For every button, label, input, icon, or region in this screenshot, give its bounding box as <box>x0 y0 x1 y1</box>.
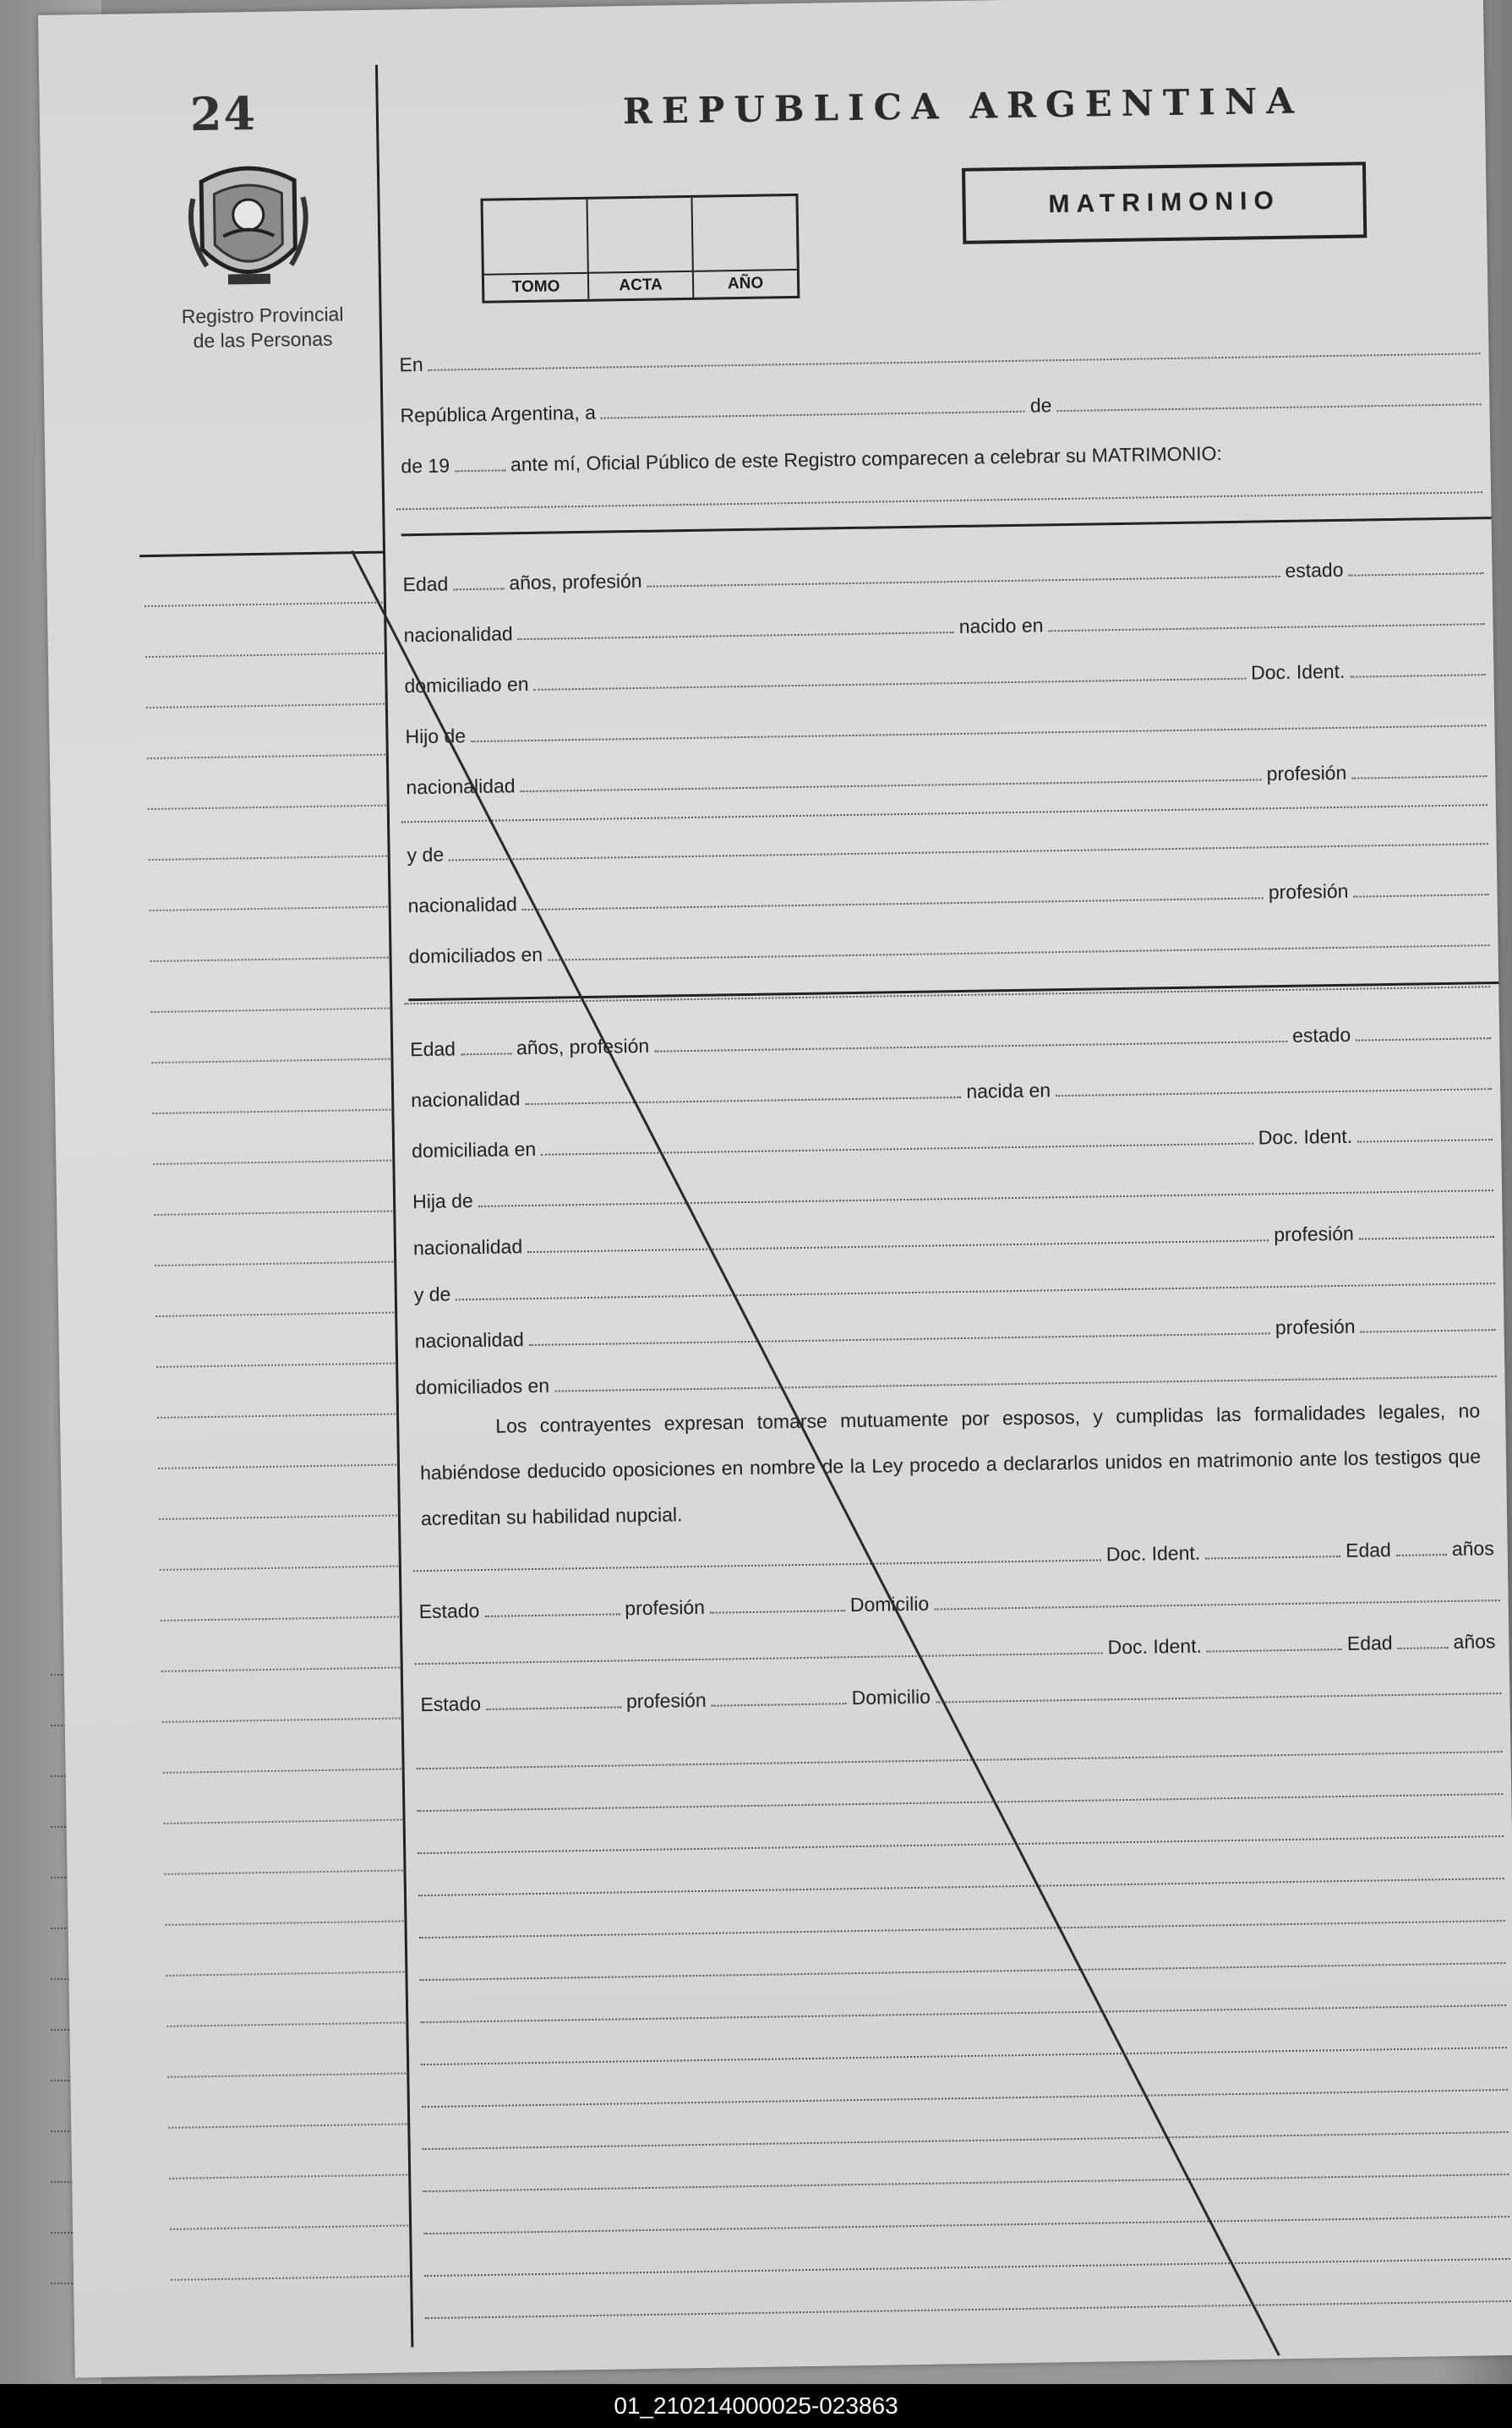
issuer-name <box>161 302 364 354</box>
section-rule-groom <box>401 517 1492 536</box>
bride-row-nacionalidad-madre <box>409 1307 1495 1353</box>
issuer-line-1: Registro Provincial <box>181 303 344 328</box>
acta-label: ACTA <box>589 271 692 299</box>
bride-row-nacionalidad <box>406 1066 1492 1112</box>
witness2-label-edad: Edad <box>1346 1632 1393 1654</box>
groom-label-edad: Edad <box>402 572 449 596</box>
bride-label-domiciliados: domiciliados en <box>415 1374 550 1399</box>
witness1-label-edad: Edad <box>1345 1539 1392 1561</box>
groom-row-nacionalidad <box>398 601 1484 647</box>
witness2-label-domicilio: Domicilio <box>851 1685 931 1709</box>
groom-label-nacionalidad: nacionalidad <box>403 622 513 647</box>
groom-label-nacionalidad-padre: nacionalidad <box>406 774 516 799</box>
folio-number: 24 <box>189 85 258 142</box>
label-republica: República Argentina, a <box>400 401 597 427</box>
label-de: de <box>1029 394 1052 417</box>
groom-label-nacido-en: nacido en <box>958 614 1044 637</box>
label-comparecen: ante mí, Oficial Público de este Registro comparecen a celebrar su MATRIMONIO: <box>510 442 1223 476</box>
issuer-line-2: de las Personas <box>193 327 333 353</box>
groom-row-domiciliado <box>399 652 1485 697</box>
bride-label-edad: Edad <box>410 1037 456 1061</box>
tomo-label: TOMO <box>484 272 587 301</box>
witness1-label-profesion: profesión <box>625 1595 706 1620</box>
tomo-cell <box>483 200 590 301</box>
groom-row-edad <box>397 550 1483 596</box>
witness1-row-estado <box>413 1578 1499 1623</box>
bride-row-y-de <box>409 1260 1495 1306</box>
ano-cell <box>692 196 797 298</box>
coat-of-arms-seal-icon <box>184 155 314 300</box>
bride-label-profesion-padre: profesión <box>1274 1222 1355 1246</box>
groom-row-domiciliados <box>403 922 1489 968</box>
label-de-19: de 19 <box>401 454 450 478</box>
groom-label-profesion-padre: profesión <box>1266 761 1347 785</box>
bride-label-nacida-en: nacida en <box>966 1079 1051 1102</box>
declaration-paragraph <box>419 1387 1482 1541</box>
row-republica <box>395 381 1481 427</box>
ano-label: AÑO <box>694 269 797 298</box>
marriage-certificate-page <box>38 0 1512 2378</box>
bride-label-doc-ident: Doc. Ident. <box>1258 1124 1353 1149</box>
bride-label-profesion-madre: profesión <box>1275 1315 1356 1339</box>
acta-cell <box>588 198 695 299</box>
groom-label-estado: estado <box>1285 558 1344 582</box>
country-title: REPUBLICA ARGENTINA <box>622 79 1304 133</box>
witness1-label-anos: años <box>1451 1537 1494 1560</box>
groom-label-profesion-madre: profesión <box>1268 879 1349 904</box>
groom-row-hijo-de <box>400 703 1486 748</box>
witness1-label-estado: Estado <box>418 1600 480 1623</box>
groom-label-domiciliado: domiciliado en <box>404 672 529 697</box>
bride-row-nacionalidad-padre <box>408 1214 1494 1260</box>
bride-label-nacionalidad: nacionalidad <box>411 1087 521 1112</box>
witness2-row-estado <box>415 1671 1501 1716</box>
witness2-row-doc <box>414 1624 1500 1670</box>
bride-row-domiciliada <box>407 1117 1493 1162</box>
witness1-label-domicilio: Domicilio <box>849 1592 930 1616</box>
groom-label-hijo-de: Hijo de <box>405 725 467 748</box>
groom-label-nacionalidad-madre: nacionalidad <box>407 893 517 917</box>
image-id-bar <box>0 2384 1512 2428</box>
act-type-box: MATRIMONIO <box>962 161 1367 243</box>
label-en: En <box>399 353 423 376</box>
bride-row-edad <box>405 1015 1491 1061</box>
groom-label-domiciliados: domiciliados en <box>408 943 543 968</box>
bride-label-nacionalidad-padre: nacionalidad <box>412 1235 523 1260</box>
witness2-label-anos: años <box>1453 1630 1496 1653</box>
tomo-acta-ano-box <box>480 194 800 304</box>
witness2-label-doc-ident: Doc. Ident. <box>1107 1634 1203 1659</box>
groom-row-y-de <box>401 821 1487 867</box>
groom-row-nacionalidad-padre <box>401 753 1487 799</box>
row-en <box>394 331 1480 376</box>
groom-label-anos-profesion: años, profesión <box>509 569 642 594</box>
witness2-label-estado: Estado <box>420 1692 482 1716</box>
bride-label-y-de: y de <box>413 1282 451 1306</box>
section-rule-bride <box>408 982 1498 1001</box>
bride-label-nacionalidad-madre: nacionalidad <box>414 1328 525 1353</box>
image-id: 01_210214000025-023863 <box>614 2392 898 2419</box>
groom-label-doc-ident: Doc. Ident. <box>1250 659 1346 684</box>
bride-row-hija-de <box>407 1168 1493 1213</box>
bride-label-estado: estado <box>1291 1023 1351 1047</box>
margin-horizontal-rule <box>139 551 385 558</box>
witness2-label-profesion: profesión <box>625 1688 707 1713</box>
bride-label-anos-profesion: años, profesión <box>516 1034 650 1059</box>
witness1-label-doc-ident: Doc. Ident. <box>1105 1541 1201 1566</box>
groom-row-nacionalidad-madre <box>402 872 1488 917</box>
groom-label-y-de: y de <box>407 843 445 867</box>
bride-label-domiciliada: domiciliada en <box>411 1137 537 1162</box>
row-comparecen <box>396 432 1482 478</box>
bride-label-hija-de: Hija de <box>412 1189 473 1213</box>
declaration-text: Los contrayentes expresan tomarse mutuamente por esposos, y cumplidas las formalidades legales, no habiéndose deducido oposiciones en nombre de la Ley procedo a declararlos unidos en matrimonio ante los testigos que acreditan su habilidad nupcial. <box>419 1399 1482 1530</box>
